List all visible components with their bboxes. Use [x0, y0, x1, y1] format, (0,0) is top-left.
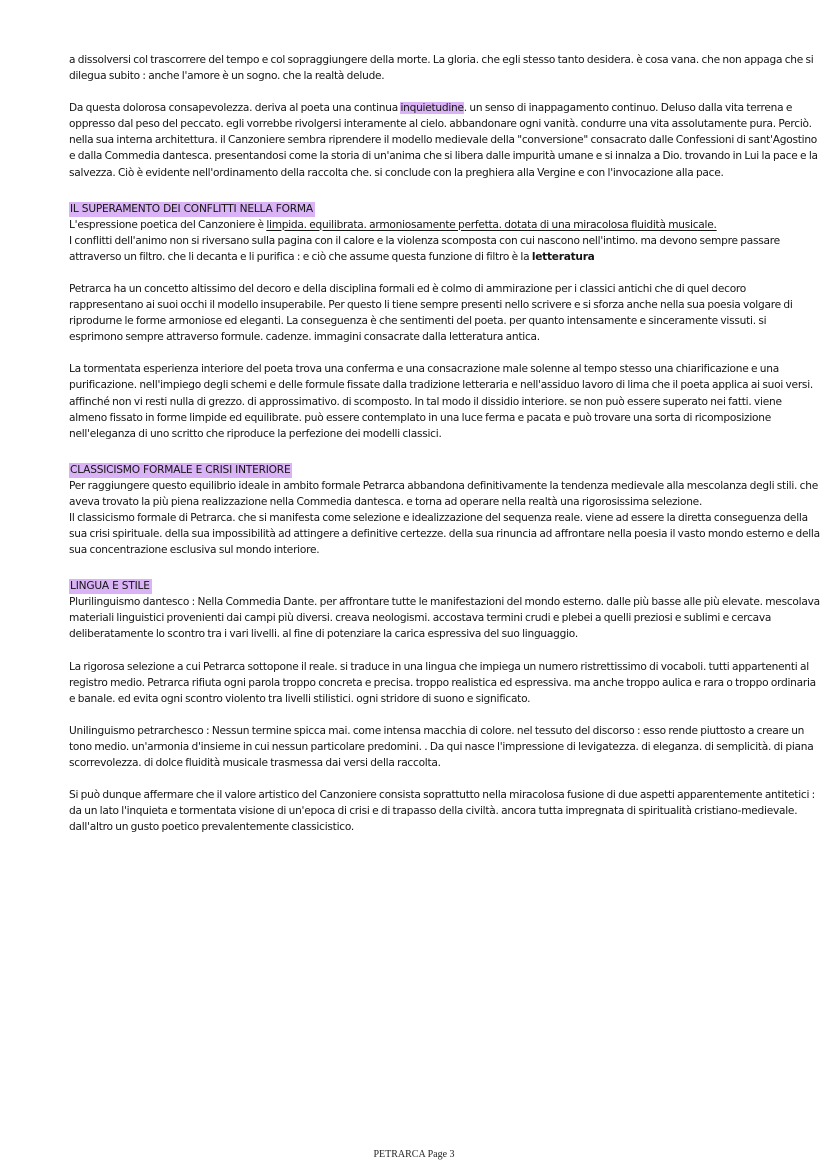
paragraph: La rigorosa selezione a cui Petrarca sottopone il reale. si traduce in una lingua che impiega un numero ristrettissimo di vocaboli. tutti appartenenti al registro medio. Petrarca rifiuta ogni parola troppo concreta e precisa. troppo realistica ed espressiva. ma anche troppo aulica e rara o troppo ordinaria e banale. ed evita ogni scontro violento tra livelli stilistici. ogni stridore di suono e significato. [69, 660, 816, 705]
section-superamento [69, 197, 821, 442]
section-heading: CLASSICISMO FORMALE E CRISI INTERIORE [70, 463, 291, 476]
paragraph [69, 233, 821, 265]
paragraph: Si può dunque affermare che il valore artistico del Canzoniere consista soprattutto nella miracolosa fusione di due aspetti apparentemente antitetici : da un lato l'inquieta e tormentata visione di un'epoca di crisi e di trapasso della civiltà. ancora tutta impregnata di spiritualità cristiano-medievale. dall'altro un gusto poetico prevalentemente classicistico. [69, 789, 815, 834]
text-run: I conflitti dell'animo non si riversano sulla pagina con il calore e la violenza scomposta con cui nascono nell'intimo. ma devono sempre passare attraverso un filtro. che li decanta e li purifica : e ciò che assume questa funzione di filtro è la [69, 234, 780, 263]
paragraph [69, 100, 821, 180]
bold-word: letteratura [531, 250, 595, 263]
paragraph: Il classicismo formale di Petrarca. che si manifesta come selezione e idealizzazione del sequenza reale. viene ad essere la diretta conseguenza della sua crisi spirituale. della sua impossibilità ad attingere a definitive certezze. della sua rinuncia ad affrontare nella poesia il vasto mondo esterno e della sua concentrazione esclusiva sul mondo interiore. [69, 511, 820, 557]
section-lingua-stile [69, 574, 821, 835]
paragraph: Plurilinguismo dantesco : Nella Commedia Dante. per affrontare tutte le manifestazioni del mondo esterno. dalle più basse alle più elevate. mescolava materiali linguistici provenienti dai campi più diversi. creava neologismi. accostava termini crudi e plebei a quelli preziosi e sublimi e cercava deliberatamente lo scontro tra i vari livelli. al fine di potenziare la carica espressiva del suo linguaggio. [69, 596, 820, 641]
section-heading: LINGUA E STILE [70, 580, 150, 593]
section-classicismo [69, 458, 821, 558]
paragraph: La tormentata esperienza interiore del poeta trova una conferma e una consacrazione male solenne al tempo stesso una chiarificazione e una purificazione. nell'impiego degli schemi e delle formule fissate dalla tradizione letteraria e nell'assiduo lavoro di lima che il poeta applica ai suoi versi. affinché non vi resti nulla di grezzo. di approssimativo. di scomposto. In tal modo il dissidio interiore. se non può essere superato nei fatti. viene almeno fissato in forme limpide ed equilibrate. può essere contemplato in una luce ferma e pacata e può trovare una sorta di ricomposizione nell'eleganza di uno scritto che riproduce la perfezione dei modelli classici. [69, 363, 814, 440]
highlighted-word: inquietudine [400, 102, 464, 115]
document-page [69, 52, 821, 851]
text-run: L'espressione poetica del Canzoniere è [69, 218, 267, 231]
paragraph: a dissolversi col trascorrere del tempo e col sopraggiungere della morte. La gloria. che egli stesso tanto desidera. è cosa vana. che non appaga che si dilegua subito : anche l'amore è un sogno. che la realtà delude. [69, 54, 814, 83]
text-run: . un senso di inappagamento continuo. Deluso dalla vita terrena e oppresso dal peso del peccato. egli vorrebbe rivolgersi interamente al cielo. abbandonare ogni vanità. condurre una vita assolutamente pura. Perciò. nella sua interna architettura. il Canzoniere sembra riprendere il modello medievale della "conversione" consacrato dalle Confessioni di sant'Agostino e dalla Commedia dantesca. presentandosi come la storia di un'anima che si libera dalle impurità umane e si innalza a Dio. trovando in Lui la pace e la salvezza. Ciò è evidente nell'ordinamento della raccolta che. si conclude con la preghiera alla Vergine e con l'invocazione alla pace. [69, 102, 818, 179]
underlined-text: limpida. equilibrata. armoniosamente perfetta. dotata di una miracolosa fluidità musicale. [266, 218, 717, 231]
paragraph: Petrarca ha un concetto altissimo del decoro e della disciplina formali ed è colmo di ammirazione per i classici antichi che di quel decoro rappresentano ai suoi occhi il modello insuperabile. Per questo li tiene sempre presenti nello scrivere e si sforza anche nella sua poesia volgare di riprodurne le forme armoniose ed eleganti. La conseguenza è che sentimenti del poeta. per quanto intensamente e sinceramente vissuti. si esprimono sempre attraverso formule. cadenze. immagini consacrate dalla letteratura antica. [69, 282, 793, 344]
section-heading: IL SUPERAMENTO DEI CONFLITTI NELLA FORMA [70, 202, 313, 215]
text-run: Da questa dolorosa consapevolezza. deriva al poeta una continua [69, 102, 401, 115]
paragraph: Per raggiungere questo equilibrio ideale in ambito formale Petrarca abbandona definitivamente la tendenza medievale alla mescolanza degli stili. che aveva trovato la più piena realizzazione nella Commedia dantesca. e torna ad operare nella realtà una rigorosissima selezione. [69, 479, 818, 508]
paragraph [69, 217, 821, 233]
page-footer: PETRARCA Page 3 [373, 1149, 455, 1160]
paragraph: Unilinguismo petrarchesco : Nessun termine spicca mai. come intensa macchia di colore. nel tessuto del discorso : esso rende piuttosto a creare un tono medio. un'armonia d'insieme in cui nessun particolare predomini. . Da qui nasce l'impressione di levigatezza. di eleganza. di semplicità. di piana scorrevolezza. di dolce fluidità musicale trasmessa dai versi della raccolta. [69, 724, 814, 769]
